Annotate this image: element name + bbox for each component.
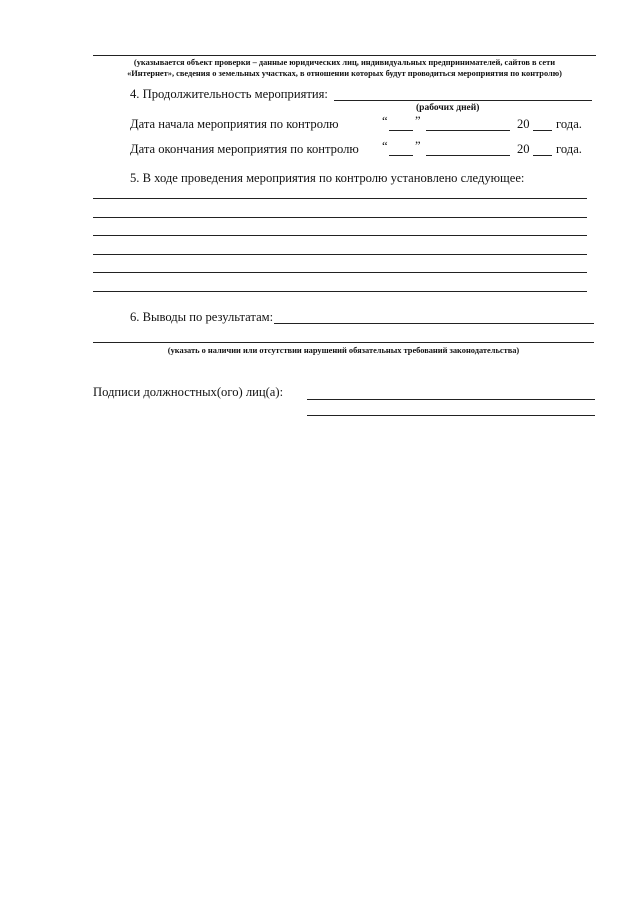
workdays-hint: (рабочих дней)	[416, 103, 480, 113]
conclusions-line-2[interactable]	[93, 342, 594, 343]
start-year-prefix: 20	[517, 117, 530, 131]
object-description-line[interactable]	[93, 55, 596, 56]
start-close-quote: ”	[415, 114, 421, 128]
end-month-line[interactable]	[426, 155, 510, 156]
end-year-line[interactable]	[533, 155, 552, 156]
end-open-quote: “	[382, 139, 388, 153]
start-day-line[interactable]	[389, 130, 413, 131]
findings-line[interactable]	[93, 217, 587, 218]
findings-line[interactable]	[93, 254, 587, 255]
findings-line[interactable]	[93, 291, 587, 292]
object-note-line1: (указывается объект проверки – данные юридических лиц, индивидуальных предпринимателей, сайтов в сети	[133, 58, 556, 67]
conclusions-line[interactable]	[274, 323, 594, 324]
signatures-label: Подписи должностных(ого) лиц(а):	[93, 385, 284, 399]
section6-note: (указать о наличии или отсутствии нарушений обязательных требований законодательства)	[167, 346, 520, 355]
end-year-suffix: года.	[556, 142, 582, 156]
findings-line[interactable]	[93, 272, 587, 273]
signature-line[interactable]	[307, 399, 595, 400]
start-open-quote: “	[382, 114, 388, 128]
start-date-label: Дата начала мероприятия по контролю	[130, 117, 339, 131]
object-note-line2: «Интернет», сведения о земельных участках, в отношении которых будут проводиться мероприятия по контролю)	[127, 69, 562, 78]
start-year-line[interactable]	[533, 130, 552, 131]
start-month-line[interactable]	[426, 130, 510, 131]
section4-title: 4. Продолжительность мероприятия:	[130, 87, 328, 101]
start-year-suffix: года.	[556, 117, 582, 131]
section5-title: 5. В ходе проведения мероприятия по контролю установлено следующее:	[130, 171, 525, 185]
duration-line[interactable]	[334, 100, 592, 101]
findings-line[interactable]	[93, 198, 587, 199]
section6-title: 6. Выводы по результатам:	[130, 310, 274, 324]
signature-line[interactable]	[307, 415, 595, 416]
end-year-prefix: 20	[517, 142, 530, 156]
end-date-label: Дата окончания мероприятия по контролю	[130, 142, 359, 156]
findings-line[interactable]	[93, 235, 587, 236]
end-day-line[interactable]	[389, 155, 413, 156]
end-close-quote: ”	[415, 139, 421, 153]
